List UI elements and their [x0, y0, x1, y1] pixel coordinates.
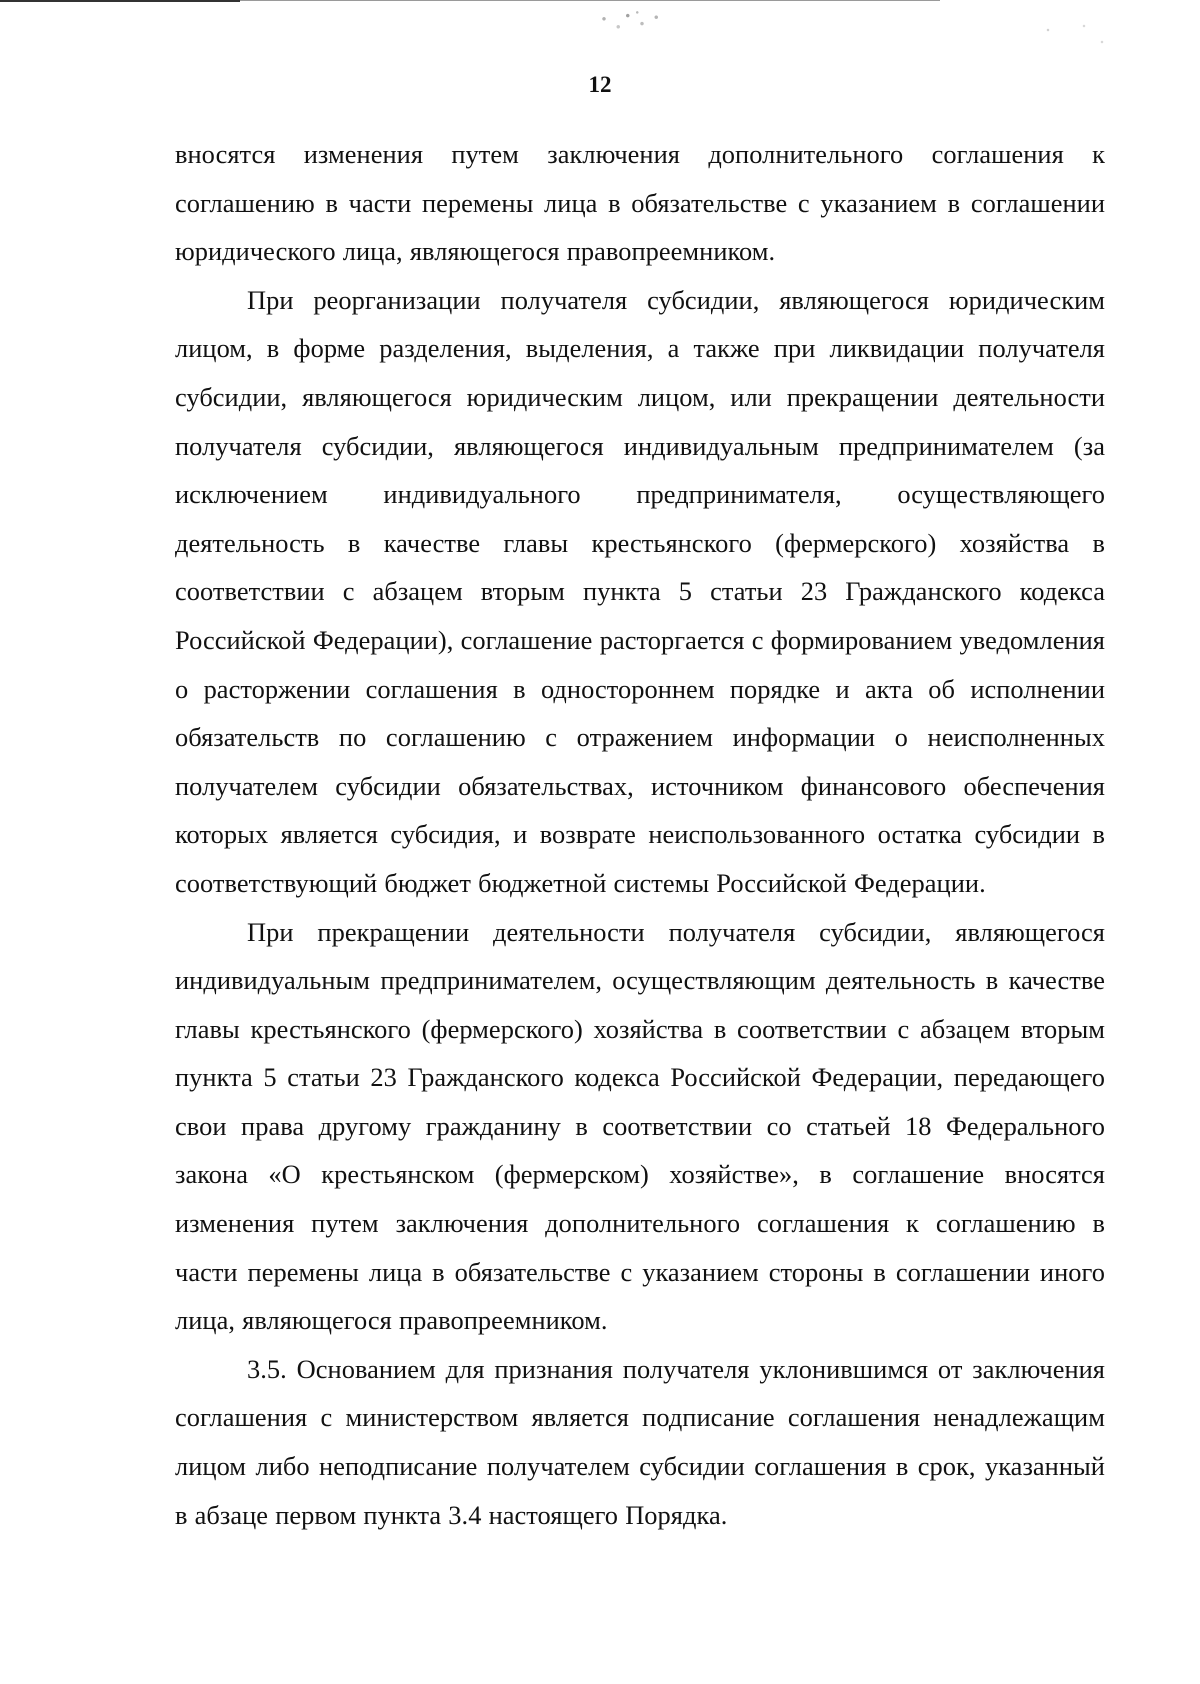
paragraph-termination: При прекращении деятельности получателя субсидии, являющегося индивидуальным предпринимателем, осуществляющим деятельность в качестве главы крестьянского (фермерского) хозяйства в соответствии с абзацем вторым пункта 5 статьи 23 Гражданского кодекса Российской Федерации, передающего свои права другому гражданину в соответствии со статьей 18 Федерального закона «О крестьянском (фермерском) хозяйстве», в соглашение вносятся изменения путем заключения дополнительного соглашения к соглашению в части перемены лица в обязательстве с указанием стороны в соглашении иного лица, являющегося правопреемником. [175, 916, 1105, 1336]
page-number: 12 [588, 72, 612, 97]
paragraph-continuation: вносятся изменения путем заключения дополнительного соглашения к соглашению в части перемены лица в обязательстве с указанием в соглашении юридического лица, являющегося правопреемником. [175, 139, 1105, 267]
document-body [175, 130, 1105, 1539]
paragraph-reorganization: При реорганизации получателя субсидии, являющегося юридическим лицом, в форме разделения, выделения, а также при ликвидации получателя субсидии, являющегося юридическим лицом, или прекращении деятельности получателя субсидии, являющегося индивидуальным предпринимателем (за исключением индивидуального предпринимателя, осуществляющего деятельность в качестве главы крестьянского (фермерского) хозяйства в соответствии с абзацем вторым пункта 5 статьи 23 Гражданского кодекса Российской Федерации), соглашение расторгается с формированием уведомления о расторжении соглашения в одностороннем порядке и акта об исполнении обязательств по соглашению с отражением информации о неисполненных получателем субсидии обязательствах, источником финансового обеспечения которых является субсидия, и возврате неиспользованного остатка субсидии в соответствующий бюджет бюджетной системы Российской Федерации. [175, 284, 1105, 898]
paragraph-section-3-5: 3.5. Основанием для признания получателя уклонившимся от заключения соглашения с министерством является подписание соглашения ненадлежащим лицом либо неподписание получателем субсидии соглашения в срок, указанный в абзаце первом пункта 3.4 настоящего Порядка. [175, 1353, 1105, 1530]
scan-noise-mark [585, 6, 680, 38]
scan-edge-line [0, 0, 240, 2]
scan-edge-line-faint [240, 0, 940, 1]
scan-noise-mark-right [1030, 14, 1120, 54]
